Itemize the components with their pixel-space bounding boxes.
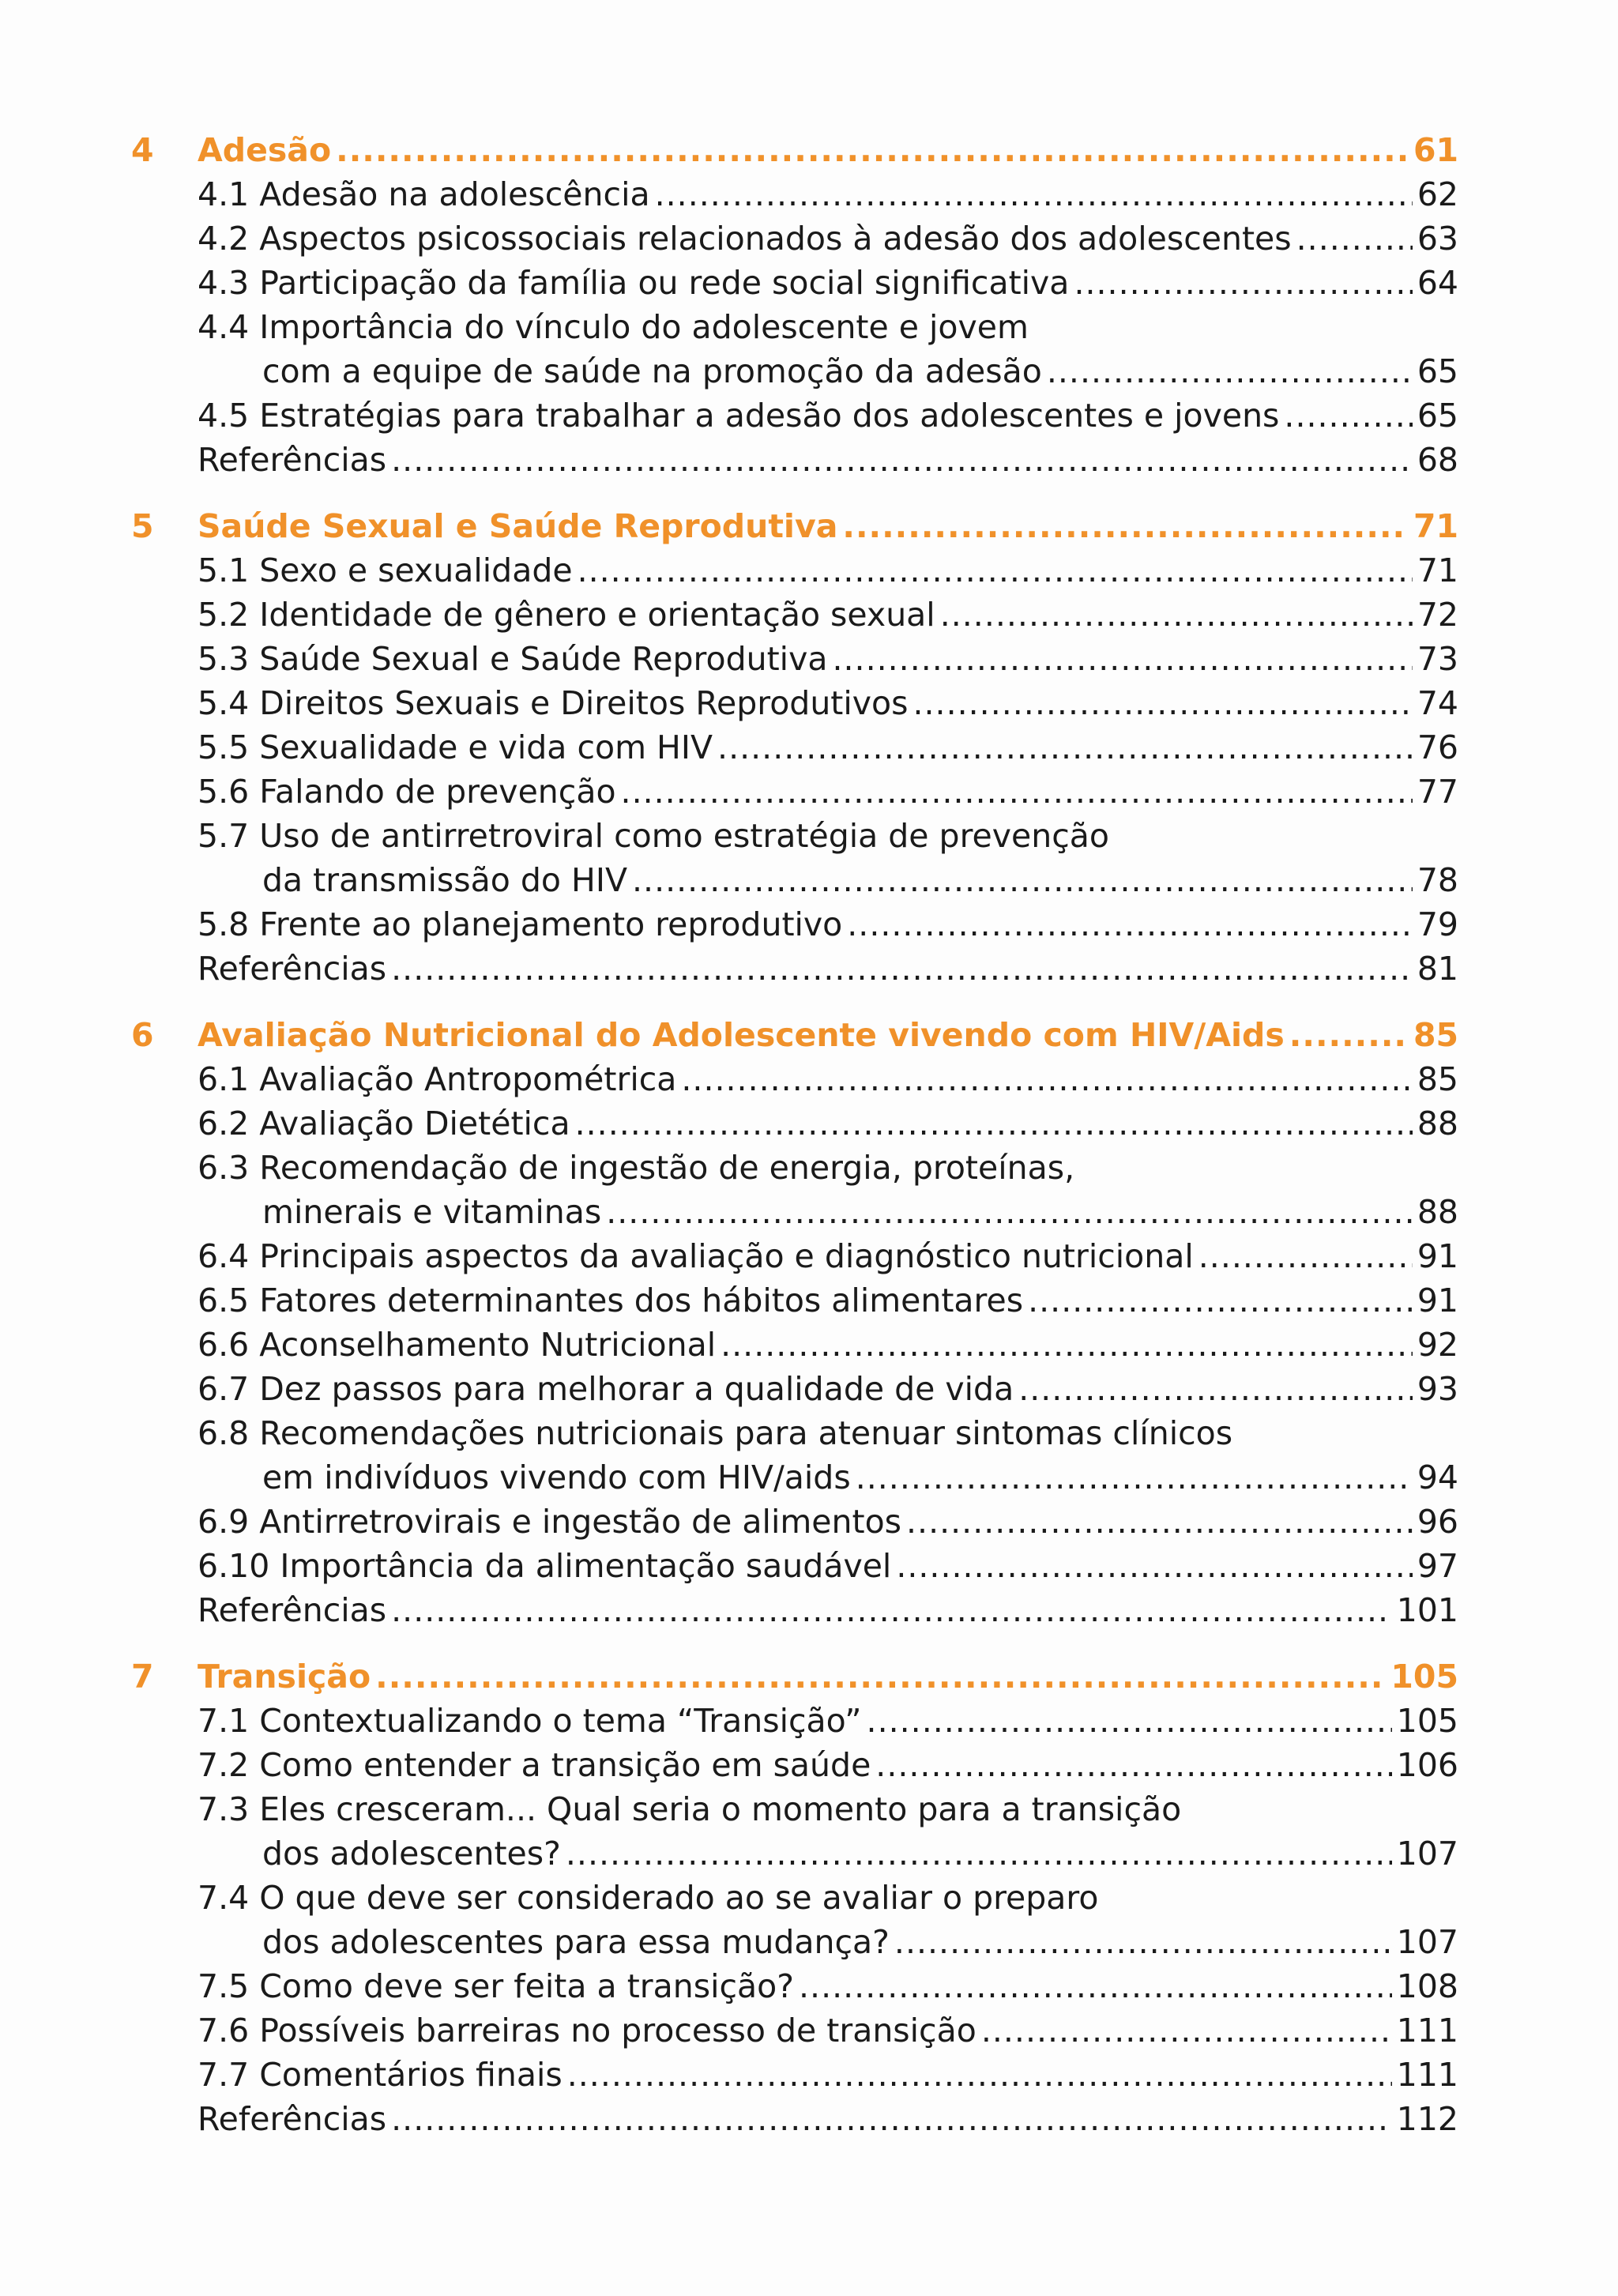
toc-entry-line	[198, 216, 1458, 261]
chapter-page-number: 71	[1413, 507, 1458, 545]
toc-entry-title-continued[interactable]: minerais e vitaminas	[262, 1193, 602, 1231]
toc-entry-title[interactable]: 6.8 Recomendações nutricionais para atenuar sintomas clínicos	[198, 1414, 1233, 1452]
toc-entry-line	[198, 305, 1458, 349]
toc-entry-title-continued[interactable]: da transmissão do HIV	[262, 861, 627, 899]
toc-entry[interactable]	[0, 305, 1618, 349]
toc-entry[interactable]	[0, 1699, 1618, 1743]
dot-leader	[981, 2008, 1392, 2053]
toc-entry-title[interactable]: 6.9 Antirretrovirais e ingestão de alimentos	[198, 1503, 902, 1541]
dot-leader	[717, 725, 1413, 770]
chapter-page-number: 85	[1413, 1016, 1458, 1054]
toc-entry[interactable]	[0, 1544, 1618, 1588]
toc-entry-page-number: 85	[1417, 1060, 1458, 1098]
toc-entry-line	[198, 2097, 1458, 2141]
toc-entry-title[interactable]: 6.7 Dez passos para melhorar a qualidade de vida	[198, 1370, 1014, 1408]
toc-entry[interactable]	[0, 1411, 1618, 1455]
chapter-heading[interactable]	[0, 1654, 1618, 1699]
chapter-number: 6	[131, 1016, 154, 1054]
toc-entry-page-number: 106	[1396, 1746, 1458, 1784]
toc-entry-continuation[interactable]	[0, 349, 1618, 393]
toc-entry-line	[262, 858, 1458, 902]
toc-entry-line	[198, 1146, 1458, 1190]
dot-leader	[847, 902, 1413, 947]
toc-entry[interactable]	[0, 725, 1618, 770]
toc-entry-page-number: 96	[1417, 1503, 1458, 1541]
toc-entry-page-number: 71	[1417, 551, 1458, 589]
toc-entry-page-number: 79	[1417, 905, 1458, 943]
toc-entry-line	[198, 548, 1458, 593]
toc-entry-line	[198, 393, 1458, 438]
toc-entry-page-number: 73	[1417, 640, 1458, 678]
toc-entry-title[interactable]: 5.7 Uso de antirretroviral como estratégia de prevenção	[198, 817, 1109, 855]
toc-entry[interactable]	[0, 1367, 1618, 1411]
dot-leader	[799, 1964, 1392, 2008]
toc-entry[interactable]	[0, 438, 1618, 482]
toc-entry-title[interactable]: Referências	[198, 441, 387, 479]
toc-entry-line	[198, 1964, 1458, 2008]
dot-leader	[842, 504, 1409, 548]
toc-entry-page-number: 94	[1417, 1459, 1458, 1496]
toc-entry-page-number: 64	[1417, 264, 1458, 302]
dot-leader	[1289, 1013, 1409, 1057]
toc-entry-title[interactable]: 7.3 Eles cresceram... Qual seria o momento para a transição	[198, 1790, 1182, 1828]
toc-entry[interactable]	[0, 2097, 1618, 2141]
dot-leader	[912, 681, 1412, 725]
dot-leader	[391, 2097, 1392, 2141]
toc-entry-continuation[interactable]	[0, 1190, 1618, 1234]
toc-entry-page-number: 68	[1417, 441, 1458, 479]
dot-leader	[391, 1588, 1392, 1632]
toc-entry[interactable]	[0, 1146, 1618, 1190]
toc-entry-page-number: 62	[1417, 175, 1458, 213]
toc-entry-title[interactable]: 7.4 O que deve ser considerado ao se avaliar o preparo	[198, 1879, 1099, 1917]
toc-entry[interactable]	[0, 902, 1618, 947]
toc-entry[interactable]	[0, 1278, 1618, 1323]
chapter-title[interactable]: Transição	[198, 1658, 371, 1696]
toc-entry-page-number: 74	[1417, 684, 1458, 722]
toc-entry-title[interactable]: 6.3 Recomendação de ingestão de energia, proteínas,	[198, 1149, 1075, 1187]
dot-leader	[606, 1190, 1413, 1234]
chapter-number: 5	[131, 507, 154, 545]
toc-entry-title[interactable]: 6.10 Importância da alimentação saudável	[198, 1547, 892, 1585]
toc-entry-title-continued[interactable]: com a equipe de saúde na promoção da adesão	[262, 352, 1042, 390]
chapter-title[interactable]: Saúde Sexual e Saúde Reprodutiva	[198, 507, 838, 545]
toc-entry-title[interactable]: 5.4 Direitos Sexuais e Direitos Reprodutivos	[198, 684, 909, 722]
chapter-gap	[0, 991, 1618, 1013]
toc-entry-page-number: 88	[1417, 1105, 1458, 1142]
chapter-heading[interactable]	[0, 504, 1618, 548]
toc-entry-line	[198, 2008, 1458, 2053]
chapter-line	[198, 1013, 1458, 1057]
dot-leader	[375, 1654, 1386, 1699]
toc-entry-line	[198, 725, 1458, 770]
dot-leader	[578, 548, 1413, 593]
toc-entry-line	[198, 770, 1458, 814]
dot-leader	[391, 438, 1413, 482]
toc-entry-line	[198, 1743, 1458, 1787]
toc-entry-continuation[interactable]	[0, 1831, 1618, 1876]
chapter-line	[198, 504, 1458, 548]
table-of-contents	[0, 128, 1618, 2141]
dot-leader	[940, 593, 1413, 637]
toc-entry-title[interactable]: 7.5 Como deve ser feita a transição?	[198, 1967, 794, 2005]
toc-entry-title[interactable]: Referências	[198, 1591, 387, 1629]
toc-entry[interactable]	[0, 1057, 1618, 1101]
toc-entry-title[interactable]: 6.5 Fatores determinantes dos hábitos alimentares	[198, 1282, 1024, 1319]
toc-entry-line	[198, 947, 1458, 991]
toc-entry-page-number: 101	[1396, 1591, 1458, 1629]
toc-entry-page-number: 105	[1396, 1702, 1458, 1740]
toc-entry-line	[198, 681, 1458, 725]
toc-entry-line	[198, 1876, 1458, 1920]
chapter-heading[interactable]	[0, 1013, 1618, 1057]
toc-entry-page-number: 107	[1396, 1923, 1458, 1961]
dot-leader	[655, 172, 1413, 216]
toc-entry-page-number: 92	[1417, 1326, 1458, 1364]
toc-entry[interactable]	[0, 1101, 1618, 1146]
chapter-gap	[0, 1632, 1618, 1654]
dot-leader	[391, 947, 1413, 991]
toc-entry-page-number: 63	[1417, 220, 1458, 258]
dot-leader	[832, 637, 1412, 681]
toc-entry-line	[198, 1234, 1458, 1278]
toc-entry-line	[198, 1367, 1458, 1411]
toc-entry-line	[198, 1411, 1458, 1455]
toc-entry-page-number: 65	[1417, 397, 1458, 435]
toc-entry-line	[198, 1699, 1458, 1743]
toc-entry-page-number: 65	[1417, 352, 1458, 390]
chapter-title[interactable]: Avaliação Nutricional do Adolescente vivendo com HIV/Aids	[198, 1016, 1285, 1054]
chapter-title[interactable]: Adesão	[198, 131, 332, 169]
toc-entry-title[interactable]: 7.2 Como entender a transição em saúde	[198, 1746, 871, 1784]
toc-entry-title[interactable]: 5.8 Frente ao planejamento reprodutivo	[198, 905, 843, 943]
toc-entry-line	[262, 1455, 1458, 1500]
toc-entry-line	[198, 1588, 1458, 1632]
dot-leader	[896, 1544, 1413, 1588]
toc-entry-title-continued[interactable]: dos adolescentes para essa mudança?	[262, 1923, 890, 1961]
toc-entry-line	[198, 902, 1458, 947]
toc-entry-line	[262, 349, 1458, 393]
toc-entry-line	[198, 1101, 1458, 1146]
toc-entry[interactable]	[0, 393, 1618, 438]
dot-leader	[1074, 261, 1412, 305]
toc-entry-line	[198, 172, 1458, 216]
toc-entry[interactable]	[0, 1876, 1618, 1920]
toc-entry-line	[198, 1323, 1458, 1367]
toc-entry-title[interactable]: Referências	[198, 2100, 387, 2138]
toc-entry[interactable]	[0, 637, 1618, 681]
dot-leader	[1296, 216, 1413, 261]
toc-entry-title[interactable]: 4.2 Aspectos psicossociais relacionados à adesão dos adolescentes	[198, 220, 1292, 258]
toc-entry[interactable]	[0, 1234, 1618, 1278]
toc-entry[interactable]	[0, 2053, 1618, 2097]
toc-entry-page-number: 108	[1396, 1967, 1458, 2005]
toc-entry-line	[198, 1278, 1458, 1323]
toc-entry[interactable]	[0, 770, 1618, 814]
toc-entry-continuation[interactable]	[0, 858, 1618, 902]
chapter-page-number: 61	[1413, 131, 1458, 169]
dot-leader	[1198, 1234, 1413, 1278]
toc-entry[interactable]	[0, 593, 1618, 637]
dot-leader	[632, 858, 1413, 902]
dot-leader	[906, 1500, 1413, 1544]
toc-entry-title[interactable]: 5.5 Sexualidade e vida com HIV	[198, 728, 713, 766]
toc-entry-page-number: 97	[1417, 1547, 1458, 1585]
toc-entry-line	[262, 1831, 1458, 1876]
toc-entry-page-number: 77	[1417, 773, 1458, 811]
toc-entry-title[interactable]: 5.1 Sexo e sexualidade	[198, 551, 573, 589]
toc-entry-title[interactable]: 5.2 Identidade de gênero e orientação sexual	[198, 596, 935, 634]
toc-entry[interactable]	[0, 548, 1618, 593]
toc-entry-page-number: 91	[1417, 1237, 1458, 1275]
toc-entry-title[interactable]: 6.6 Aconselhamento Nutricional	[198, 1326, 717, 1364]
toc-entry-title[interactable]: 7.6 Possíveis barreiras no processo de transição	[198, 2012, 976, 2049]
toc-entry-title[interactable]: 4.3 Participação da família ou rede social significativa	[198, 264, 1070, 302]
chapter-line	[198, 1654, 1458, 1699]
toc-entry-page-number: 111	[1396, 2056, 1458, 2094]
toc-entry-continuation[interactable]	[0, 1920, 1618, 1964]
toc-entry-title[interactable]: 7.1 Contextualizando o tema “Transição”	[198, 1702, 862, 1740]
toc-entry-page-number: 81	[1417, 950, 1458, 988]
toc-entry[interactable]	[0, 1500, 1618, 1544]
toc-entry-line	[198, 2053, 1458, 2097]
chapter-page-number: 105	[1390, 1658, 1458, 1696]
toc-entry[interactable]	[0, 681, 1618, 725]
toc-entry-continuation[interactable]	[0, 1455, 1618, 1500]
dot-leader	[875, 1743, 1391, 1787]
toc-entry-line	[198, 438, 1458, 482]
toc-entry-page-number: 112	[1396, 2100, 1458, 2138]
dot-leader	[721, 1323, 1413, 1367]
toc-entry-line	[198, 1500, 1458, 1544]
toc-entry[interactable]	[0, 2008, 1618, 2053]
dot-leader	[1047, 349, 1413, 393]
toc-entry-page-number: 76	[1417, 728, 1458, 766]
toc-entry[interactable]	[0, 1588, 1618, 1632]
toc-entry[interactable]	[0, 1964, 1618, 2008]
toc-entry-line	[198, 1787, 1458, 1831]
toc-entry-page-number: 88	[1417, 1193, 1458, 1231]
toc-entry[interactable]	[0, 947, 1618, 991]
toc-entry[interactable]	[0, 1787, 1618, 1831]
toc-entry-title[interactable]: 7.7 Comentários finais	[198, 2056, 563, 2094]
toc-entry-title[interactable]: 5.6 Falando de prevenção	[198, 773, 616, 811]
dot-leader	[621, 770, 1413, 814]
dot-leader	[1284, 393, 1412, 438]
chapter-heading[interactable]	[0, 128, 1618, 172]
toc-entry-title[interactable]: 6.1 Avaliação Antropométrica	[198, 1060, 677, 1098]
toc-entry-line	[198, 1057, 1458, 1101]
toc-entry-title-continued[interactable]: dos adolescentes?	[262, 1835, 561, 1873]
toc-entry-line	[262, 1190, 1458, 1234]
toc-entry-title[interactable]: 4.1 Adesão na adolescência	[198, 175, 650, 213]
toc-entry[interactable]	[0, 172, 1618, 216]
toc-entry-title[interactable]: Referências	[198, 950, 387, 988]
toc-entry-page-number: 93	[1417, 1370, 1458, 1408]
toc-entry[interactable]	[0, 814, 1618, 858]
dot-leader	[575, 1101, 1413, 1146]
toc-entry-title[interactable]: 6.2 Avaliação Dietética	[198, 1105, 570, 1142]
toc-entry-title[interactable]: 4.4 Importância do vínculo do adolescente e jovem	[198, 308, 1029, 346]
toc-entry-line	[198, 593, 1458, 637]
toc-entry-line	[198, 637, 1458, 681]
toc-entry[interactable]	[0, 261, 1618, 305]
toc-entry[interactable]	[0, 216, 1618, 261]
toc-entry-line	[198, 261, 1458, 305]
chapter-gap	[0, 482, 1618, 504]
toc-entry-page-number: 107	[1396, 1835, 1458, 1873]
toc-entry-page-number: 91	[1417, 1282, 1458, 1319]
toc-entry-line	[198, 1544, 1458, 1588]
dot-leader	[894, 1920, 1392, 1964]
chapter-line	[198, 128, 1458, 172]
dot-leader	[681, 1057, 1412, 1101]
dot-leader	[566, 1831, 1392, 1876]
toc-entry-line	[262, 1920, 1458, 1964]
toc-entry-page-number: 78	[1417, 861, 1458, 899]
dot-leader	[1028, 1278, 1413, 1323]
toc-entry-page-number: 72	[1417, 596, 1458, 634]
dot-leader	[1018, 1367, 1413, 1411]
dot-leader	[856, 1455, 1413, 1500]
dot-leader	[567, 2053, 1392, 2097]
chapter-number: 7	[131, 1658, 154, 1696]
toc-entry-title[interactable]: 6.4 Principais aspectos da avaliação e diagnóstico nutricional	[198, 1237, 1194, 1275]
chapter-number: 4	[131, 131, 154, 169]
toc-entry-title-continued[interactable]: em indivíduos vivendo com HIV/aids	[262, 1459, 851, 1496]
toc-entry-page-number: 111	[1396, 2012, 1458, 2049]
toc-entry-title[interactable]: 4.5 Estratégias para trabalhar a adesão dos adolescentes e jovens	[198, 397, 1280, 435]
toc-entry-line	[198, 814, 1458, 858]
toc-entry-title[interactable]: 5.3 Saúde Sexual e Saúde Reprodutiva	[198, 640, 828, 678]
dot-leader	[867, 1699, 1392, 1743]
toc-entry[interactable]	[0, 1743, 1618, 1787]
toc-entry[interactable]	[0, 1323, 1618, 1367]
dot-leader	[336, 128, 1409, 172]
